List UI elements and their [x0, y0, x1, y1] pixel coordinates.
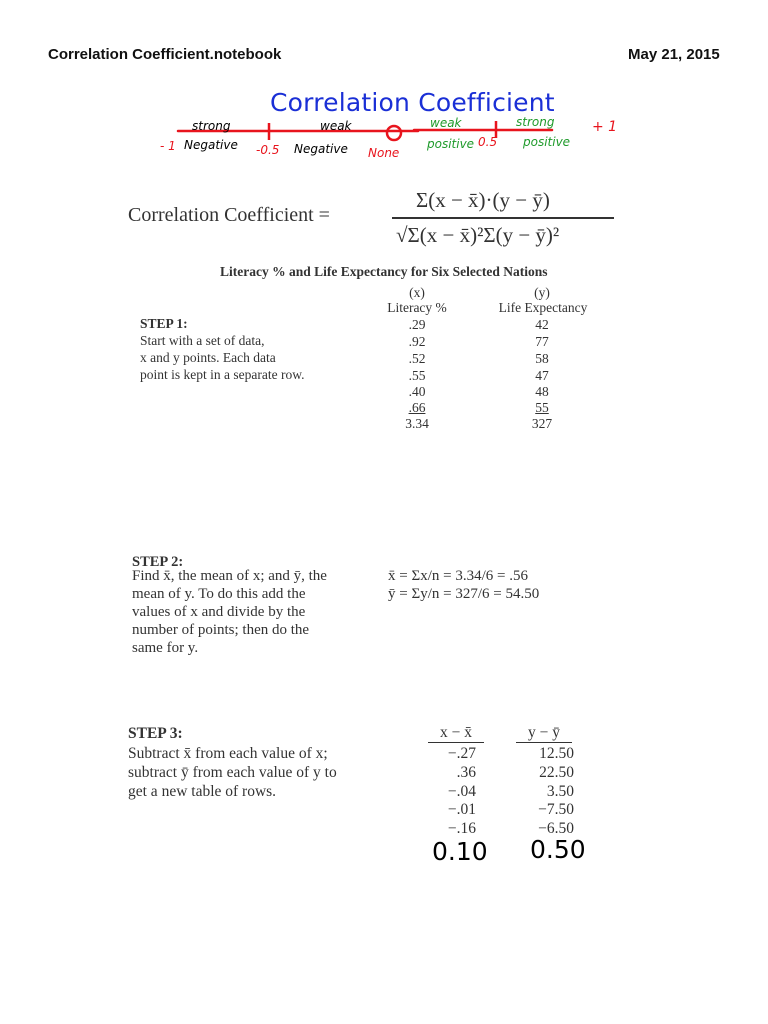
neg-one-label: - 1 [160, 139, 176, 153]
table-title: Literacy % and Life Expectancy for Six Selected Nations [220, 264, 548, 279]
step3-y-value-4: −7.50 [538, 801, 574, 818]
y-value-6-text: 55 [535, 400, 549, 415]
step3-x-value-3: −.04 [447, 783, 476, 800]
weak-neg-label: weak [320, 119, 352, 133]
y-value-1: 42 [535, 317, 549, 332]
step3-y-value-5: −6.50 [538, 820, 574, 837]
notebook-title: Correlation Coefficient.notebook [48, 46, 282, 63]
x-value-3: .52 [408, 351, 426, 366]
x-value-1: .29 [408, 317, 426, 332]
neg-half-label: -0.5 [256, 143, 280, 157]
formula-fraction-bar [392, 217, 614, 219]
formula-denominator: √Σ(x − x̄)²Σ(y − ȳ)² [396, 223, 560, 247]
step3-x-header: x − x̄ [428, 724, 484, 743]
step2-line-1: Find x̄, the mean of x; and ȳ, the [132, 568, 327, 584]
negative-label-1: Negative [184, 138, 238, 152]
x-value-5: .40 [408, 384, 426, 399]
step2-line-5: same for y. [132, 640, 199, 656]
step3-x-value-4: −.01 [447, 801, 476, 818]
step3-line-2: subtract ȳ from each value of y to [128, 764, 337, 781]
step3-line-3: get a new table of rows. [128, 783, 277, 800]
x-value-2: .92 [408, 334, 426, 349]
step2-mean-x: x̄ = Σx/n = 3.34/6 = .56 [388, 568, 528, 584]
step3-y-value-2: 22.50 [539, 764, 574, 781]
step3-x-handwritten-sum: 0.10 [432, 837, 488, 866]
step2-mean-y: ȳ = Σy/n = 327/6 = 54.50 [388, 586, 540, 602]
step2-line-3: values of x and divide by the [132, 604, 306, 620]
strong-neg-label: strong [192, 119, 231, 133]
weak-pos-label: weak [430, 116, 462, 130]
step1-label: STEP 1: [140, 316, 188, 331]
step3-y-value-1: 12.50 [539, 745, 574, 762]
step1-line-2: x and y points. Each data [140, 350, 276, 365]
y-value-5: 48 [535, 384, 549, 399]
strong-pos-label: strong [516, 115, 555, 129]
step1-line-3: point is kept in a separate row. [140, 367, 305, 382]
x-sum: 3.34 [405, 416, 429, 431]
step3-x-value-1: −.27 [447, 745, 476, 762]
y-value-4: 47 [535, 368, 549, 383]
step3-y-handwritten-sum: 0.50 [530, 835, 586, 864]
y-var-label: (y) [534, 285, 550, 300]
step3-x-value-2: .36 [456, 764, 476, 781]
formula-numerator: Σ(x − x̄)·(y − ȳ) [416, 188, 550, 212]
none-label: None [368, 146, 400, 160]
x-var-label: (x) [409, 285, 425, 300]
step2-line-4: number of points; then do the [132, 622, 310, 638]
formula-lhs: Correlation Coefficient = [128, 204, 330, 226]
positive-label-1: positive [427, 137, 475, 151]
step3-line-1: Subtract x̄ from each value of x; [128, 745, 328, 762]
step2-line-2: mean of y. To do this add the [132, 586, 306, 602]
y-column-header: Life Expectancy [498, 300, 588, 315]
x-value-6-text: .66 [408, 400, 426, 415]
step3-label: STEP 3: [128, 725, 183, 742]
x-column-header: Literacy % [387, 300, 447, 315]
x-value-4: .55 [408, 368, 426, 383]
step2-label: STEP 2: [132, 554, 184, 570]
y-value-6 [492, 399, 592, 416]
step3-x-value-5: −.16 [447, 820, 476, 837]
step3-y-value-3: 3.50 [546, 783, 574, 800]
zero-circle [387, 126, 401, 140]
x-value-6 [367, 399, 467, 416]
negative-label-2: Negative [294, 142, 348, 156]
y-value-2: 77 [535, 334, 549, 349]
page-date: May 21, 2015 [628, 46, 720, 63]
positive-label-2: positive [523, 135, 571, 149]
y-sum: 327 [531, 416, 553, 431]
pos-one-label: + 1 [592, 119, 618, 135]
step1-line-1: Start with a set of data, [140, 333, 265, 348]
pos-half-label: 0.5 [478, 135, 498, 149]
handwritten-title: Correlation Coefficient [270, 88, 555, 117]
y-value-3: 58 [535, 351, 549, 366]
step3-y-header: y − ȳ [516, 724, 572, 743]
